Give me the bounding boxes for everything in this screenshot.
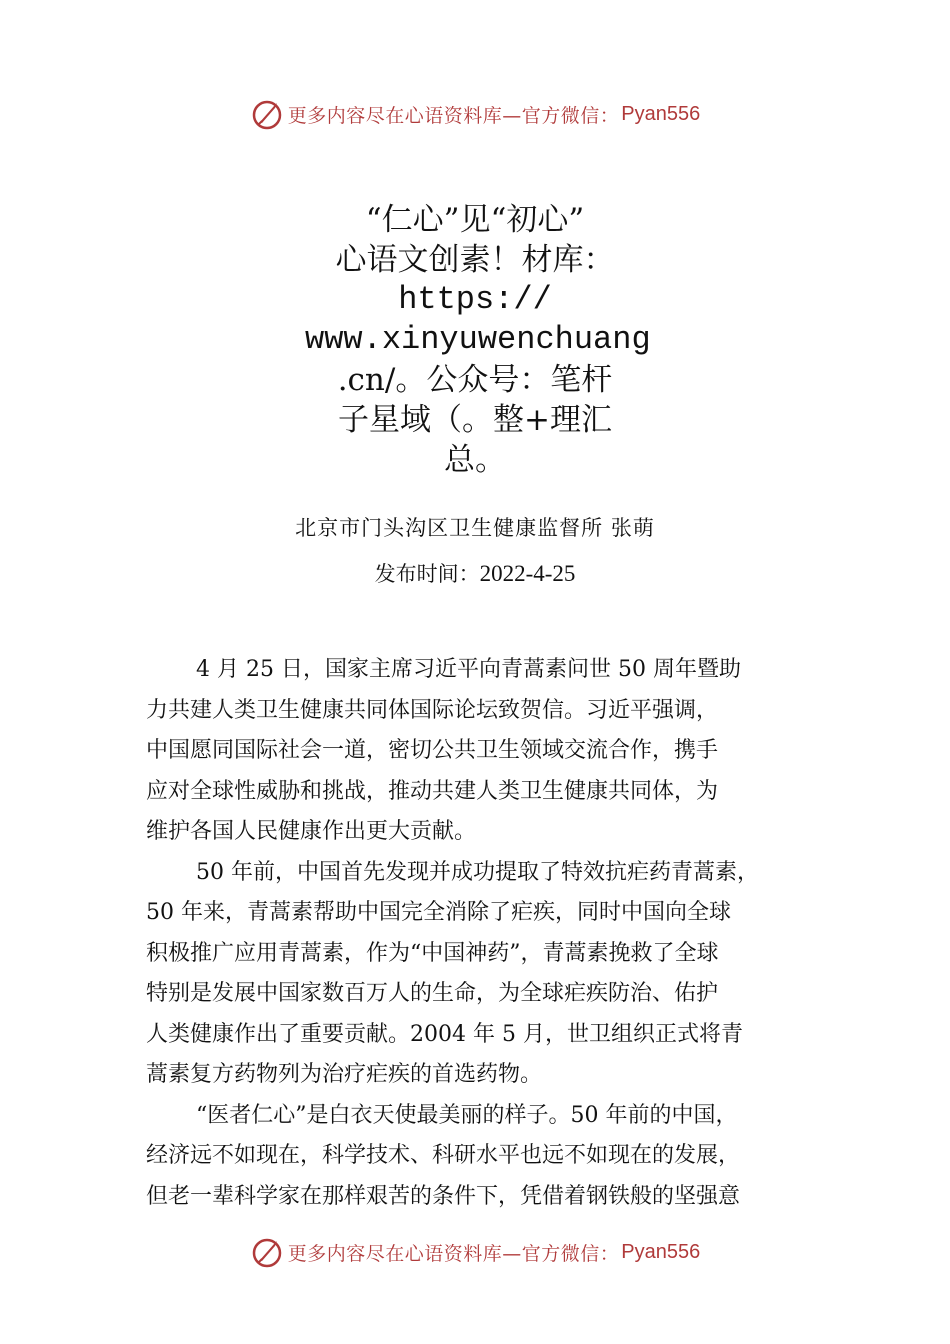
publish-label: 发布时间：	[374, 562, 480, 586]
body-line: “医者仁心”是白衣天使最美丽的样子。50 年前的中国，	[196, 1102, 738, 1128]
body-line: 应对全球性威胁和挑战，推动共建人类卫生健康共同体，为	[146, 778, 719, 804]
quill-logo-icon	[250, 1235, 284, 1269]
body-line: 积极推广应用青蒿素，作为“中国神药”，青蒿素挽救了全球	[146, 940, 719, 966]
body-line: 50 年来，青蒿素帮助中国完全消除了疟疾，同时中国向全球	[146, 900, 731, 925]
body-line: 力共建人类卫生健康共同体国际论坛致贺信。习近平强调，	[146, 697, 719, 723]
title-line: 心语文创素！材库：	[335, 242, 615, 278]
author-line: 北京市门头沟区卫生健康监督所 张萌	[295, 516, 655, 540]
watermark-handle: Pyan556	[621, 102, 701, 125]
body-line: 中国愿同国际社会一道，密切公共卫生领域交流合作，携手	[146, 738, 719, 763]
body-line: 蒿素复方药物列为治疗疟疾的首选药物。	[146, 1062, 543, 1087]
publish-date-value: 2022-4-25	[479, 561, 576, 586]
body-line: 50 年前，中国首先发现并成功提取了特效抗疟药青蒿素，	[196, 859, 759, 885]
body-line: 人类健康作出了重要贡献。2004 年 5 月，世卫组织正式将青	[146, 1021, 743, 1047]
body-line: 维护各国人民健康作出更大贡献。	[146, 819, 477, 844]
watermark-text: 更多内容尽在心语资料库—官方微信：	[287, 104, 620, 127]
document-title	[305, 200, 651, 480]
title-line: “仁心”见“初心”	[365, 202, 585, 238]
body-line: 但老一辈科学家在那样艰苦的条件下，凭借着钢铁般的坚强意	[146, 1183, 741, 1209]
watermark-header	[0, 94, 950, 134]
title-line: 子星域（。整+理汇	[338, 402, 612, 438]
title-line: https://	[398, 281, 552, 318]
watermark-text: 更多内容尽在心语资料库—官方微信：	[287, 1242, 620, 1265]
title-line: 总。	[444, 442, 506, 478]
body-line: 4 月 25 日，国家主席习近平向青蒿素问世 50 周年暨助	[196, 657, 741, 682]
article-body	[146, 650, 836, 1217]
title-line: www.xinyuwenchuang	[305, 321, 651, 358]
watermark-footer	[0, 1232, 950, 1272]
body-line: 特别是发展中国家数百万人的生命，为全球疟疾防治、佑护	[146, 981, 719, 1006]
quill-logo-icon	[250, 97, 284, 131]
watermark-handle: Pyan556	[621, 1240, 701, 1263]
publish-date	[0, 558, 950, 588]
body-line: 经济远不如现在，科学技术、科研水平也远不如现在的发展，	[146, 1143, 741, 1168]
title-line: .cn/。公众号：笔杆	[337, 362, 613, 398]
